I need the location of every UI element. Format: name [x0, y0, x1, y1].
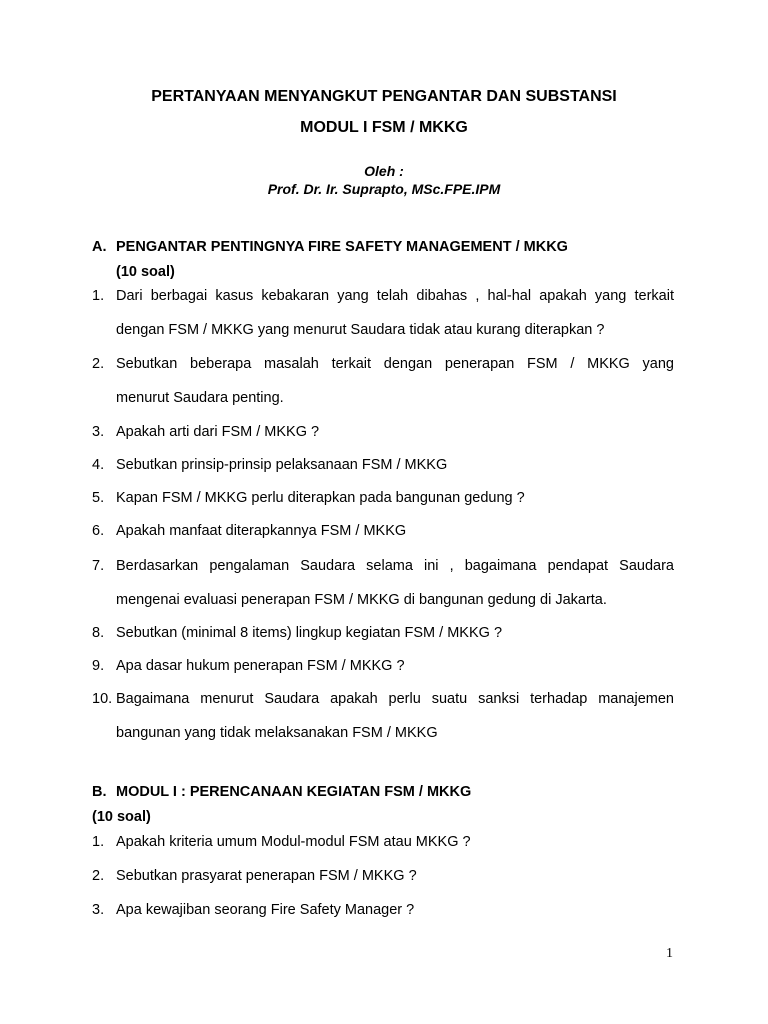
item-number: 6. [92, 523, 105, 539]
item-text-line: Apakah arti dari FSM / MKKG ? [116, 424, 320, 440]
section-b-title: MODUL I : PERENCANAAN KEGIATAN FSM / MKKG [116, 784, 472, 800]
item-text-line: bangunan yang tidak melaksanakan FSM / MKKG [116, 725, 438, 741]
item-number: 9. [92, 658, 105, 674]
item-number: 10. [92, 691, 113, 707]
item-text-line: Sebutkan prasyarat penerapan FSM / MKKG ? [116, 868, 417, 884]
item-text-line: Apa kewajiban seorang Fire Safety Manager ? [116, 902, 415, 918]
item-number: 4. [92, 457, 105, 473]
item-number: 3. [92, 902, 105, 918]
item-text-line: Sebutkan prinsip-prinsip pelaksanaan FSM / MKKG [116, 457, 448, 473]
item-text-line: mengenai evaluasi penerapan FSM / MKKG di bangunan gedung di Jakarta. [116, 592, 607, 608]
item-text-line: Sebutkan (minimal 8 items) lingkup kegiatan FSM / MKKG ? [116, 625, 503, 641]
section-b-letter: B. [92, 784, 107, 800]
section-b-count: (10 soal) [92, 809, 151, 825]
item-number: 2. [92, 868, 105, 884]
item-number: 5. [92, 490, 105, 506]
item-text-line: Sebutkan beberapa masalah terkait dengan penerapan FSM / MKKG yang [116, 356, 674, 372]
document-title: PERTANYAAN MENYANGKUT PENGANTAR DAN SUBSTANSI [151, 88, 617, 105]
item-text-line: Berdasarkan pengalaman Saudara selama ini , bagaimana pendapat Saudara [116, 558, 674, 574]
section-a-heading [92, 239, 568, 255]
item-text-line: Apakah manfaat diterapkannya FSM / MKKG [116, 523, 407, 539]
page-number: 1 [666, 946, 673, 961]
item-text-line: Apa dasar hukum penerapan FSM / MKKG ? [116, 658, 405, 674]
item-number: 2. [92, 356, 105, 372]
item-text-line: menurut Saudara penting. [116, 390, 284, 406]
item-text-line: Dari berbagai kasus kebakaran yang telah dibahas , hal-hal apakah yang terkait [116, 288, 674, 304]
document-subtitle: MODUL I FSM / MKKG [300, 119, 468, 136]
item-text-line: dengan FSM / MKKG yang menurut Saudara tidak atau kurang diterapkan ? [116, 322, 605, 338]
by-label: Oleh : [364, 163, 404, 179]
author-name: Prof. Dr. Ir. Suprapto, MSc.FPE.IPM [267, 181, 501, 197]
item-text-line: Apakah kriteria umum Modul-modul FSM atau MKKG ? [116, 834, 471, 850]
section-a-title: PENGANTAR PENTINGNYA FIRE SAFETY MANAGEMENT / MKKG [116, 239, 568, 255]
section-a-letter: A. [92, 239, 107, 255]
item-number: 3. [92, 424, 105, 440]
section-a-count: (10 soal) [116, 264, 175, 280]
item-number: 7. [92, 558, 105, 574]
section-b-heading [92, 784, 471, 800]
item-number: 1. [92, 834, 105, 850]
item-number: 1. [92, 288, 105, 304]
item-text-line: Bagaimana menurut Saudara apakah perlu suatu sanksi terhadap manajemen [116, 691, 674, 707]
item-text-line: Kapan FSM / MKKG perlu diterapkan pada bangunan gedung ? [116, 490, 525, 506]
item-number: 8. [92, 625, 105, 641]
